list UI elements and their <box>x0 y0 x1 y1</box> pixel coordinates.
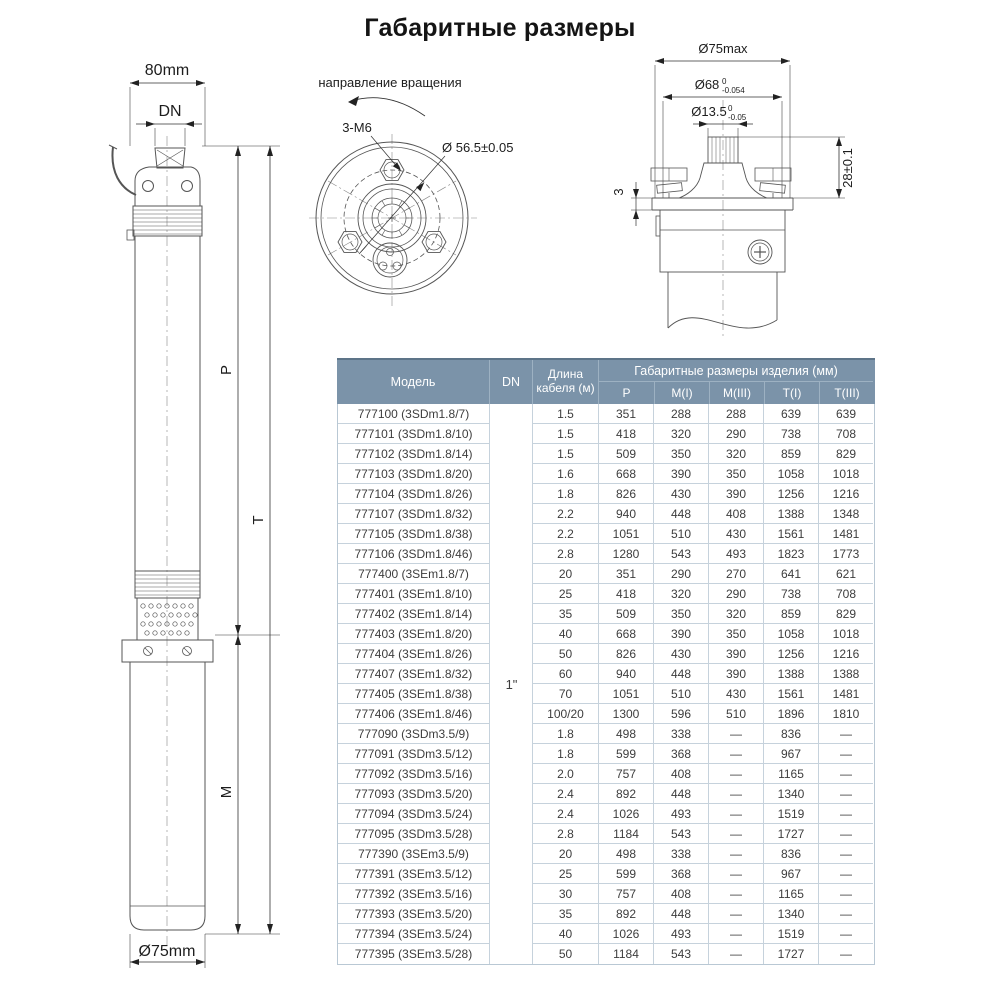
dim-dn-label: DN <box>158 103 182 120</box>
dn-cell <box>490 644 533 664</box>
dn-cell <box>490 504 533 524</box>
dn-cell <box>490 904 533 924</box>
value-cell: 1280 <box>599 544 654 564</box>
value-cell: 1.5 <box>533 424 599 444</box>
value-cell: 1.5 <box>533 404 599 424</box>
value-cell: 967 <box>764 744 819 764</box>
dim-68-label: Ø68 <box>694 77 720 92</box>
dn-cell <box>490 624 533 644</box>
column-header-ti: T(I) <box>764 382 819 404</box>
value-cell: — <box>819 744 873 764</box>
value-cell: 1727 <box>764 944 819 964</box>
value-cell: 639 <box>764 404 819 424</box>
value-cell: 1165 <box>764 884 819 904</box>
value-cell: 2.4 <box>533 804 599 824</box>
value-cell: — <box>840 947 852 961</box>
value-cell: 1340 <box>764 784 819 804</box>
value-cell: 940 <box>599 504 654 524</box>
value-cell: — <box>819 904 873 924</box>
dim-68-upper-tol: 0 <box>722 77 727 86</box>
dn-cell <box>490 784 533 804</box>
table-row <box>338 644 874 664</box>
value-cell: 408 <box>654 764 709 784</box>
value-cell: 288 <box>709 404 764 424</box>
table-row <box>338 504 874 524</box>
table-row <box>338 684 874 704</box>
value-cell: 290 <box>709 584 764 604</box>
dn-cell <box>490 764 533 784</box>
value-cell: 350 <box>709 464 764 484</box>
table-row <box>338 404 874 424</box>
value-cell: 1058 <box>764 464 819 484</box>
value-cell: 288 <box>654 404 709 424</box>
value-cell: 1388 <box>764 504 819 524</box>
value-cell: 1256 <box>764 484 819 504</box>
table-row <box>338 904 874 924</box>
value-cell: 1.6 <box>533 464 599 484</box>
value-cell: 448 <box>654 664 709 684</box>
value-cell: 20 <box>533 564 599 584</box>
value-cell: 20 <box>533 844 599 864</box>
value-cell: 2.0 <box>533 764 599 784</box>
bolt-circle-dim-label: Ø 56.5±0.05 <box>442 140 514 155</box>
value-cell: 1481 <box>819 684 873 704</box>
table-row <box>338 624 874 644</box>
value-cell: 1773 <box>819 544 873 564</box>
value-cell: 448 <box>654 904 709 924</box>
value-cell: 1216 <box>819 484 873 504</box>
value-cell: 1051 <box>599 684 654 704</box>
model-cell: 777104 (3SDm1.8/26) <box>338 484 490 504</box>
column-header-cable-length: Длина кабеля (м) <box>532 360 598 404</box>
table-row <box>338 804 874 824</box>
model-cell: 777400 (3SEm1.8/7) <box>338 564 490 584</box>
column-header-p: P <box>622 386 631 400</box>
dn-cell <box>490 544 533 564</box>
value-cell: — <box>819 724 873 744</box>
model-cell: 777403 (3SEm1.8/20) <box>338 624 490 644</box>
value-cell: 50 <box>533 944 599 964</box>
dim-80mm-label: 80mm <box>144 62 190 79</box>
pump-side-view-drawing <box>90 50 320 980</box>
value-cell: 836 <box>764 844 819 864</box>
value-cell: — <box>819 924 873 944</box>
rotation-direction-label: направление вращения <box>318 75 462 90</box>
dn-cell <box>490 484 533 504</box>
value-cell: 829 <box>819 444 873 464</box>
model-cell: 777404 (3SEm1.8/26) <box>338 644 490 664</box>
value-cell: 1388 <box>764 664 819 684</box>
value-cell: — <box>819 764 873 784</box>
dn-cell <box>490 804 533 824</box>
value-cell: 599 <box>599 864 654 884</box>
table-row <box>338 724 874 744</box>
value-cell: 639 <box>819 404 873 424</box>
value-cell: — <box>819 864 873 884</box>
dim-28-label: 28±0.1 <box>840 148 855 188</box>
value-cell: 320 <box>654 424 709 444</box>
value-cell: 2.2 <box>533 524 599 544</box>
column-header-miii: M(III) <box>709 382 764 404</box>
value-cell: 390 <box>709 484 764 504</box>
value-cell: 1026 <box>599 924 654 944</box>
value-cell: 350 <box>654 444 709 464</box>
value-cell: 1481 <box>819 524 873 544</box>
value-cell: 1.8 <box>533 484 599 504</box>
value-cell: 390 <box>654 624 709 644</box>
model-cell: 777394 (3SEm3.5/24) <box>338 924 490 944</box>
dn-merged-cell: 1" <box>505 676 518 692</box>
value-cell: — <box>709 724 764 744</box>
value-cell: 1216 <box>819 644 873 664</box>
value-cell: 829 <box>819 604 873 624</box>
model-cell: 777405 (3SEm1.8/38) <box>338 684 490 704</box>
value-cell: 35 <box>533 604 599 624</box>
dim-t-label: T <box>250 515 267 525</box>
pump-front-view-drawing <box>295 70 605 320</box>
value-cell: 621 <box>819 564 873 584</box>
table-row <box>338 744 874 764</box>
model-cell: 777391 (3SEm3.5/12) <box>338 864 490 884</box>
dim-p-label: P <box>218 364 235 376</box>
dn-cell <box>490 724 533 744</box>
value-cell: 1058 <box>764 624 819 644</box>
table-row <box>338 444 874 464</box>
dn-cell <box>490 824 533 844</box>
table-row <box>338 704 874 724</box>
value-cell: — <box>819 844 873 864</box>
dn-cell <box>490 684 533 704</box>
table-header <box>337 358 875 404</box>
model-cell: 777406 (3SEm1.8/46) <box>338 704 490 724</box>
value-cell: 510 <box>709 704 764 724</box>
dn-cell <box>490 744 533 764</box>
table-row <box>338 424 874 444</box>
value-cell: 967 <box>764 864 819 884</box>
model-cell: 777105 (3SDm1.8/38) <box>338 524 490 544</box>
value-cell: 408 <box>654 884 709 904</box>
value-cell: 708 <box>819 584 873 604</box>
value-cell: 40 <box>533 624 599 644</box>
column-group-overall-dimensions: Габаритные размеры изделия (мм) <box>634 363 838 378</box>
model-cell: 777395 (3SEm3.5/28) <box>338 944 490 964</box>
dim-135-upper-tol: 0 <box>728 104 733 113</box>
value-cell: — <box>709 944 764 964</box>
dn-cell <box>490 664 533 684</box>
value-cell: 543 <box>654 944 709 964</box>
value-cell: 25 <box>533 584 599 604</box>
model-cell: 777390 (3SEm3.5/9) <box>338 844 490 864</box>
dn-cell <box>490 424 533 444</box>
value-cell: 1561 <box>764 684 819 704</box>
rotation-arrow <box>351 98 425 116</box>
table-row <box>338 584 874 604</box>
value-cell: — <box>819 824 873 844</box>
value-cell: 826 <box>599 484 654 504</box>
value-cell: 1.8 <box>533 744 599 764</box>
value-cell: 1184 <box>599 824 654 844</box>
value-cell: 430 <box>709 684 764 704</box>
value-cell: 509 <box>599 604 654 624</box>
model-cell: 777100 (3SDm1.8/7) <box>338 404 490 424</box>
dn-cell <box>490 704 533 724</box>
value-cell: 290 <box>654 564 709 584</box>
value-cell: 738 <box>764 424 819 444</box>
model-cell: 777407 (3SEm1.8/32) <box>338 664 490 684</box>
dn-cell <box>490 444 533 464</box>
table-row <box>338 524 874 544</box>
value-cell: — <box>709 784 764 804</box>
value-cell: — <box>819 784 873 804</box>
dn-cell <box>490 524 533 544</box>
value-cell: 2.8 <box>533 824 599 844</box>
value-cell: 836 <box>764 724 819 744</box>
value-cell: 390 <box>709 644 764 664</box>
table-row <box>338 764 874 784</box>
model-cell: 777392 (3SEm3.5/16) <box>338 884 490 904</box>
value-cell: 509 <box>599 444 654 464</box>
value-cell: 708 <box>819 424 873 444</box>
value-cell: 1026 <box>599 804 654 824</box>
value-cell: 892 <box>599 784 654 804</box>
model-cell: 777107 (3SDm1.8/32) <box>338 504 490 524</box>
value-cell: 1561 <box>764 524 819 544</box>
value-cell: 40 <box>533 924 599 944</box>
table-row <box>338 824 874 844</box>
value-cell: 350 <box>654 604 709 624</box>
table-body <box>337 404 875 965</box>
value-cell: 350 <box>709 624 764 644</box>
value-cell: 2.8 <box>533 544 599 564</box>
value-cell: 1300 <box>599 704 654 724</box>
pump-head-detail-drawing <box>595 40 885 350</box>
model-cell: 777095 (3SDm3.5/28) <box>338 824 490 844</box>
table-row <box>338 844 874 864</box>
value-cell: 641 <box>764 564 819 584</box>
table-row <box>338 924 874 944</box>
value-cell: — <box>709 864 764 884</box>
table-row <box>338 484 874 504</box>
model-cell: 777102 (3SDm1.8/14) <box>338 444 490 464</box>
value-cell: 448 <box>654 504 709 524</box>
value-cell: 60 <box>533 664 599 684</box>
suction-screen-holes <box>141 604 197 635</box>
table-row <box>338 544 874 564</box>
dim-3-label: 3 <box>611 188 626 196</box>
value-cell: 1018 <box>819 464 873 484</box>
value-cell: 1388 <box>819 664 873 684</box>
value-cell: 430 <box>709 524 764 544</box>
value-cell: 1519 <box>764 804 819 824</box>
value-cell: — <box>709 844 764 864</box>
dim-75mm-label: Ø75mm <box>138 943 196 960</box>
model-cell: 777094 (3SDm3.5/24) <box>338 804 490 824</box>
value-cell: 2.2 <box>533 504 599 524</box>
model-cell: 777393 (3SEm3.5/20) <box>338 904 490 924</box>
value-cell: 1256 <box>764 644 819 664</box>
model-cell: 777091 (3SDm3.5/12) <box>338 744 490 764</box>
value-cell: 493 <box>709 544 764 564</box>
value-cell: 351 <box>599 564 654 584</box>
dim-75max-label: Ø75max <box>698 41 748 56</box>
dn-cell <box>490 924 533 944</box>
value-cell: 35 <box>533 904 599 924</box>
model-cell: 777402 (3SEm1.8/14) <box>338 604 490 624</box>
value-cell: 320 <box>709 604 764 624</box>
value-cell: 1051 <box>599 524 654 544</box>
value-cell: 738 <box>764 584 819 604</box>
dn-cell <box>490 884 533 904</box>
value-cell: 351 <box>599 404 654 424</box>
column-header-tiii: T(III) <box>819 382 874 404</box>
value-cell: 1896 <box>764 704 819 724</box>
value-cell: 50 <box>533 644 599 664</box>
bolts-3m6-label: 3-М6 <box>342 120 372 135</box>
value-cell: 290 <box>709 424 764 444</box>
table-row <box>338 944 874 964</box>
value-cell: 1.5 <box>533 444 599 464</box>
value-cell: 100/20 <box>533 704 599 724</box>
value-cell: 320 <box>654 584 709 604</box>
dn-cell <box>490 604 533 624</box>
model-cell: 777092 (3SDm3.5/16) <box>338 764 490 784</box>
value-cell: 2.4 <box>533 784 599 804</box>
value-cell: 493 <box>654 924 709 944</box>
value-cell: 668 <box>599 464 654 484</box>
value-cell: 30 <box>533 884 599 904</box>
value-cell: 338 <box>654 724 709 744</box>
value-cell: 1348 <box>819 504 873 524</box>
dn-cell <box>490 404 533 424</box>
value-cell: — <box>819 804 873 824</box>
value-cell: 757 <box>599 884 654 904</box>
value-cell: 543 <box>654 824 709 844</box>
column-header-mi: M(I) <box>654 382 709 404</box>
value-cell: 543 <box>654 544 709 564</box>
model-cell: 777090 (3SDm3.5/9) <box>338 724 490 744</box>
value-cell: 430 <box>654 644 709 664</box>
value-cell: 1519 <box>764 924 819 944</box>
value-cell: — <box>819 884 873 904</box>
table-row <box>338 864 874 884</box>
table-row <box>338 564 874 584</box>
value-cell: 320 <box>709 444 764 464</box>
value-cell: 430 <box>654 484 709 504</box>
value-cell: — <box>709 764 764 784</box>
value-cell: — <box>709 804 764 824</box>
value-cell: 408 <box>709 504 764 524</box>
value-cell: 1018 <box>819 624 873 644</box>
dn-cell <box>490 464 533 484</box>
value-cell: 418 <box>599 424 654 444</box>
column-header-dn: DN <box>489 360 532 404</box>
value-cell: 1823 <box>764 544 819 564</box>
value-cell: 338 <box>654 844 709 864</box>
value-cell: 510 <box>654 684 709 704</box>
model-cell: 777106 (3SDm1.8/46) <box>338 544 490 564</box>
model-cell: 777101 (3SDm1.8/10) <box>338 424 490 444</box>
value-cell: 368 <box>654 864 709 884</box>
value-cell: 599 <box>599 744 654 764</box>
value-cell: 25 <box>533 864 599 884</box>
value-cell: 1184 <box>599 944 654 964</box>
value-cell: 390 <box>654 464 709 484</box>
value-cell: 668 <box>599 624 654 644</box>
dn-cell <box>490 584 533 604</box>
value-cell: 859 <box>764 604 819 624</box>
table-row <box>338 884 874 904</box>
value-cell: 1810 <box>819 704 873 724</box>
value-cell: — <box>709 824 764 844</box>
value-cell: 1165 <box>764 764 819 784</box>
value-cell: 498 <box>599 844 654 864</box>
dim-135-label: Ø13.5 <box>691 104 727 119</box>
value-cell: 448 <box>654 784 709 804</box>
dim-135-lower-tol: -0.05 <box>728 113 747 122</box>
dimensions-table <box>337 358 875 965</box>
dim-m-label: M <box>218 785 235 799</box>
table-row <box>338 464 874 484</box>
value-cell: 892 <box>599 904 654 924</box>
value-cell: 368 <box>654 744 709 764</box>
value-cell: 596 <box>654 704 709 724</box>
value-cell: — <box>709 884 764 904</box>
model-cell: 777093 (3SDm3.5/20) <box>338 784 490 804</box>
dn-cell <box>490 864 533 884</box>
value-cell: 826 <box>599 644 654 664</box>
table-row <box>338 604 874 624</box>
value-cell: 510 <box>654 524 709 544</box>
dn-cell <box>490 564 533 584</box>
model-cell: 777401 (3SEm1.8/10) <box>338 584 490 604</box>
value-cell: 70 <box>533 684 599 704</box>
value-cell: 1727 <box>764 824 819 844</box>
value-cell: — <box>709 904 764 924</box>
dn-cell <box>490 844 533 864</box>
value-cell: — <box>709 924 764 944</box>
value-cell: 1.8 <box>533 724 599 744</box>
value-cell: 418 <box>599 584 654 604</box>
value-cell: 270 <box>709 564 764 584</box>
table-row <box>338 664 874 684</box>
dn-cell <box>490 944 533 964</box>
column-header-model: Модель <box>390 375 436 389</box>
value-cell: 498 <box>599 724 654 744</box>
value-cell: 757 <box>599 764 654 784</box>
value-cell: 940 <box>599 664 654 684</box>
value-cell: 1340 <box>764 904 819 924</box>
dim-68-lower-tol: -0.054 <box>722 86 745 95</box>
model-cell: 777103 (3SDm1.8/20) <box>338 464 490 484</box>
table-row <box>338 784 874 804</box>
value-cell: 493 <box>654 804 709 824</box>
value-cell: — <box>709 744 764 764</box>
value-cell: 859 <box>764 444 819 464</box>
page-title: Габаритные размеры <box>364 14 636 42</box>
value-cell: 390 <box>709 664 764 684</box>
